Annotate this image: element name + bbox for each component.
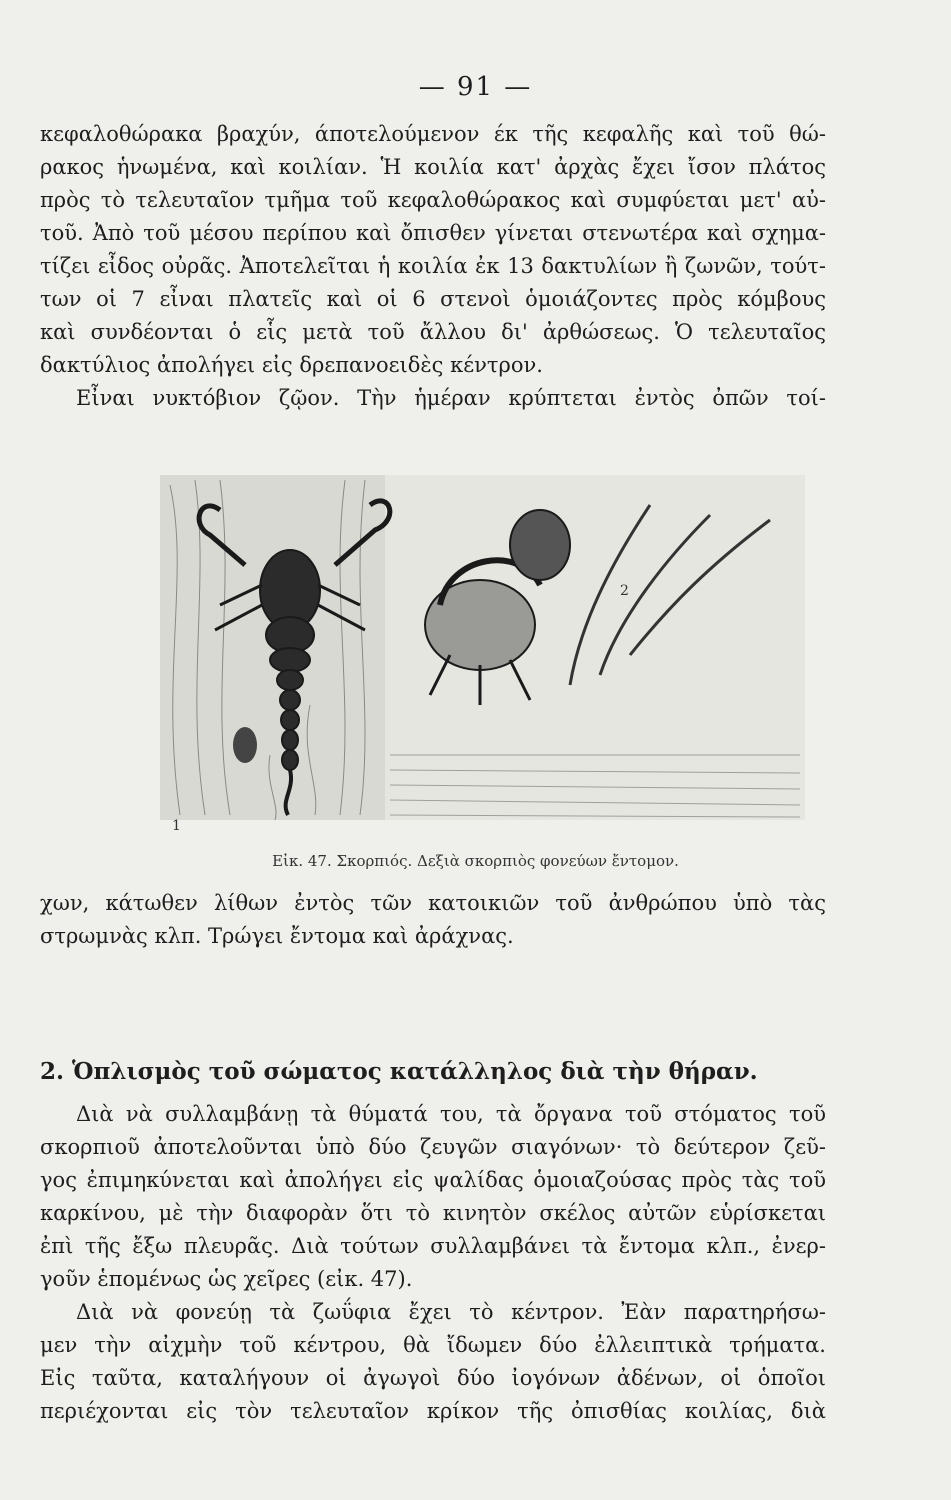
text-line: Εἰς ταῦτα, καταλήγουν οἱ ἀγωγοὶ δύο ἰογόνων ἀδένων, οἱ ὁποῖοι: [40, 1366, 826, 1390]
figure-caption: Εἰκ. 47. Σκορπιός. Δεξιὰ σκορπιὸς φονεύων ἔντομον.: [272, 852, 679, 870]
page-number: — 91 —: [418, 72, 533, 102]
bottom-paragraph: [40, 1098, 826, 1428]
text-line: σκορπιοῦ ἀποτελοῦνται ὑπὸ δύο ζευγῶν σιαγόνων· τὸ δεύτερον ζεῦ-: [40, 1135, 826, 1159]
text-line: Διὰ νὰ συλλαμβάνῃ τὰ θύματά του, τὰ ὄργανα τοῦ στόματος τοῦ: [76, 1102, 826, 1126]
text-line: γοῦν ἑπομένως ὡς χεῖρες (εἰκ. 47).: [40, 1267, 413, 1291]
text-line: γος ἐπιμηκύνεται καὶ ἀπολήγει εἰς ψαλίδας ὁμοιαζούσας πρὸς τὰς τοῦ: [40, 1168, 826, 1192]
top-paragraph: [40, 118, 826, 415]
text-line: πρὸς τὸ τελευταῖον τμῆμα τοῦ κεφαλοθώρακος καὶ συμφύεται μετ' αὐ-: [40, 188, 826, 212]
text-line: στρωμνὰς κλπ. Τρώγει ἔντομα καὶ ἀράχνας.: [40, 924, 514, 948]
figure-label-1: 1: [172, 818, 181, 834]
mid-paragraph: [40, 887, 826, 953]
text-line: καὶ συνδέονται ὁ εἷς μετὰ τοῦ ἄλλου δι' ἀρθώσεως. Ὁ τελευταῖος: [40, 320, 826, 344]
text-line: Διὰ νὰ φονεύῃ τὰ ζωΰφια ἔχει τὸ κέντρον. Ἐὰν παρατηρήσω-: [76, 1300, 826, 1324]
section-heading: 2. Ὁπλισμὸς τοῦ σώματος κατάλληλος διὰ τὴν θήραν.: [40, 1058, 758, 1085]
text-line: τοῦ. Ἀπὸ τοῦ μέσου περίπου καὶ ὄπισθεν γίνεται στενωτέρα καὶ σχημα-: [40, 221, 826, 245]
figure-label-2: 2: [620, 583, 629, 599]
text-line: τίζει εἶδος οὐρᾶς. Ἀποτελεῖται ἡ κοιλία ἐκ 13 δακτυλίων ἢ ζωνῶν, τούτ-: [40, 254, 826, 278]
text-line: χων, κάτωθεν λίθων ἐντὸς τῶν κατοικιῶν τοῦ ἀνθρώπου ὑπὸ τὰς: [40, 891, 826, 915]
text-line: δακτύλιος ἀπολήγει εἰς δρεπανοειδὲς κέντρον.: [40, 353, 543, 377]
text-line: ρακος ἡνωμένα, καὶ κοιλίαν. Ἡ κοιλία κατ' ἀρχὰς ἔχει ἴσον πλάτος: [40, 155, 826, 179]
text-line: Εἶναι νυκτόβιον ζῷον. Τὴν ἡμέραν κρύπτεται ἐντὸς ὀπῶν τοί-: [76, 386, 826, 410]
text-line: μεν τὴν αἰχμὴν τοῦ κέντρου, θὰ ἴδωμεν δύο ἐλλειπτικὰ τρήματα.: [40, 1333, 826, 1357]
scorpion-illustration: [150, 455, 830, 840]
text-line: καρκίνου, μὲ τὴν διαφορὰν ὅτι τὸ κινητὸν σκέλος αὐτῶν εὑρίσκεται: [40, 1201, 826, 1225]
text-line: κεφαλοθώρακα βραχύν, άποτελούμενον έκ τῆς κεφαλῆς καὶ τοῦ θώ-: [40, 122, 826, 146]
scorpion-engraving-image: [150, 455, 830, 840]
text-line: ἐπὶ τῆς ἔξω πλευρᾶς. Διὰ τούτων συλλαμβάνει τὰ ἔντομα κλπ., ἐνερ-: [40, 1234, 826, 1258]
text-line: των οἱ 7 εἶναι πλατεῖς καὶ οἱ 6 στενοὶ ὁμοιάζοντες πρὸς κόμβους: [40, 287, 826, 311]
text-line: περιέχονται εἰς τὸν τελευταῖον κρίκον τῆς ὀπισθίας κοιλίας, διὰ: [40, 1399, 826, 1423]
